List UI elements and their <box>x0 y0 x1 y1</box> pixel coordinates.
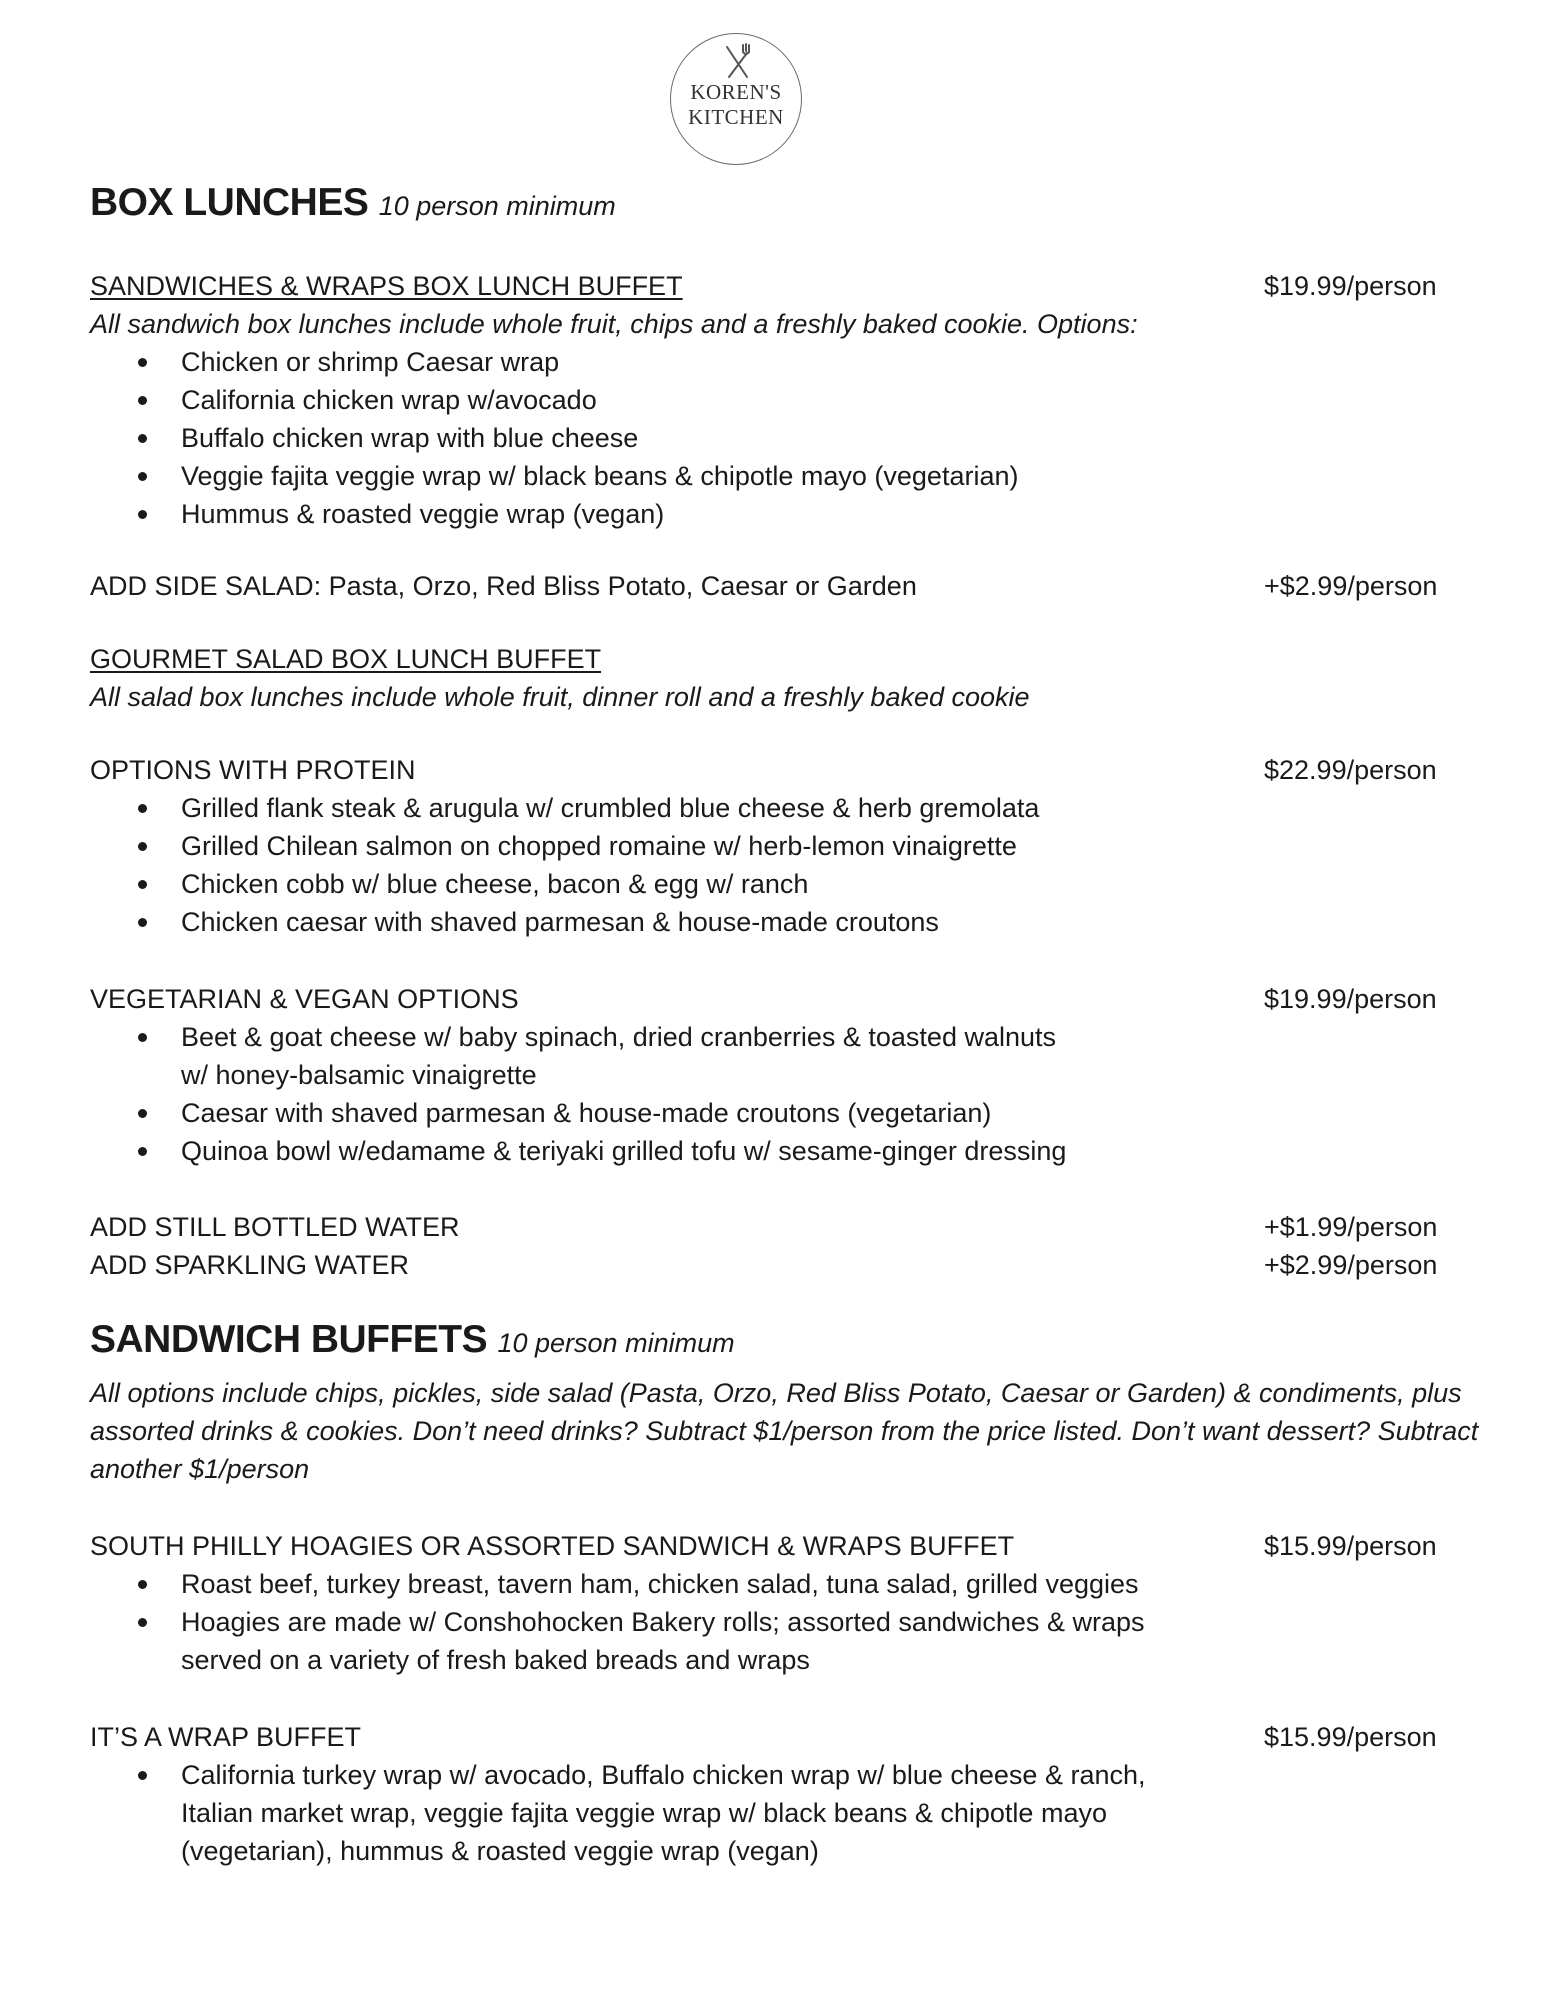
sandwich-buffets-title <box>90 1318 735 1362</box>
list-item: Chicken cobb w/ blue cheese, bacon & egg w/ ranch <box>138 865 1039 903</box>
vegetarian-options-list <box>138 1018 1118 1170</box>
wrap-heading: IT’S A WRAP BUFFET <box>90 1722 362 1752</box>
list-item: Grilled Chilean salmon on chopped romaine w/ herb-lemon vinaigrette <box>138 827 1039 865</box>
sparkling-water-addon: ADD SPARKLING WATER <box>90 1250 410 1280</box>
fork-knife-icon <box>721 43 753 79</box>
sparkling-water-price: +$2.99/person <box>1264 1250 1438 1280</box>
minimum-note: 10 person minimum <box>378 191 616 221</box>
side-salad-addon: ADD SIDE SALAD: Pasta, Orzo, Red Bliss Potato, Caesar or Garden <box>90 571 917 601</box>
box-lunches-title <box>90 181 616 225</box>
list-item: Beet & goat cheese w/ baby spinach, dried cranberries & toasted walnuts w/ honey-balsamic vinaigrette <box>138 1018 1061 1094</box>
wrap-price: $15.99/person <box>1264 1722 1437 1752</box>
vegetarian-price: $19.99/person <box>1264 984 1437 1014</box>
section-title: SANDWICH BUFFETS <box>90 1318 488 1361</box>
list-item: Roast beef, turkey breast, tavern ham, chicken salad, tuna salad, grilled veggies <box>138 1565 1181 1603</box>
protein-heading: OPTIONS WITH PROTEIN <box>90 755 416 785</box>
list-item: Hoagies are made w/ Conshohocken Bakery rolls; assorted sandwiches & wraps served on a variety of fresh baked breads and wraps <box>138 1603 1181 1679</box>
list-item: Hummus & roasted veggie wrap (vegan) <box>138 495 1018 533</box>
list-item: Grilled flank steak & arugula w/ crumbled blue cheese & herb gremolata <box>138 789 1039 827</box>
gourmet-description: All salad box lunches include whole fruit, dinner roll and a freshly baked cookie <box>90 682 1030 712</box>
buffets-intro-line-3: another $1/person <box>90 1454 310 1484</box>
hoagies-heading: SOUTH PHILLY HOAGIES OR ASSORTED SANDWICH & WRAPS BUFFET <box>90 1531 1015 1561</box>
side-salad-price: +$2.99/person <box>1264 571 1438 601</box>
logo-line-1: KOREN'S <box>690 80 782 104</box>
list-item: Quinoa bowl w/edamame & teriyaki grilled tofu w/ sesame-ginger dressing <box>138 1132 1118 1170</box>
buffets-intro-line-1: All options include chips, pickles, side salad (Pasta, Orzo, Red Bliss Potato, Caesar or Garden) & condiments, plus <box>90 1378 1462 1408</box>
protein-price: $22.99/person <box>1264 755 1437 785</box>
still-water-addon: ADD STILL BOTTLED WATER <box>90 1212 460 1242</box>
sandwiches-options-list <box>138 343 1018 533</box>
vegetarian-heading: VEGETARIAN & VEGAN OPTIONS <box>90 984 519 1014</box>
buffets-intro-line-2: assorted drinks & cookies. Don’t need drinks? Subtract $1/person from the price listed. Don’t want dessert? Subtract <box>90 1416 1479 1446</box>
list-item: Caesar with shaved parmesan & house-made croutons (vegetarian) <box>138 1094 1118 1132</box>
list-item: California turkey wrap w/ avocado, Buffalo chicken wrap w/ blue cheese & ranch, Italian market wrap, veggie fajita veggie wrap w/ black beans & chipotle mayo (vegetarian), hummus & roasted veggie wrap (vegan) <box>138 1756 1181 1870</box>
sandwiches-heading: SANDWICHES & WRAPS BOX LUNCH BUFFET <box>90 271 683 301</box>
logo-line-2: KITCHEN <box>688 105 784 129</box>
sandwiches-price: $19.99/person <box>1264 271 1437 301</box>
hoagies-price: $15.99/person <box>1264 1531 1437 1561</box>
protein-options-list <box>138 789 1039 941</box>
gourmet-heading: GOURMET SALAD BOX LUNCH BUFFET <box>90 644 602 674</box>
list-item: California chicken wrap w/avocado <box>138 381 1018 419</box>
list-item: Chicken or shrimp Caesar wrap <box>138 343 1018 381</box>
list-item: Veggie fajita veggie wrap w/ black beans & chipotle mayo (vegetarian) <box>138 457 1018 495</box>
hoagies-options-list <box>138 1565 1181 1679</box>
still-water-price: +$1.99/person <box>1264 1212 1438 1242</box>
koren-kitchen-logo <box>670 33 802 165</box>
minimum-note: 10 person minimum <box>497 1328 735 1358</box>
list-item: Chicken caesar with shaved parmesan & house-made croutons <box>138 903 1039 941</box>
sandwiches-description: All sandwich box lunches include whole fruit, chips and a freshly baked cookie. Options: <box>90 309 1138 339</box>
section-title: BOX LUNCHES <box>90 181 369 224</box>
wrap-options-list <box>138 1756 1181 1870</box>
list-item: Buffalo chicken wrap with blue cheese <box>138 419 1018 457</box>
